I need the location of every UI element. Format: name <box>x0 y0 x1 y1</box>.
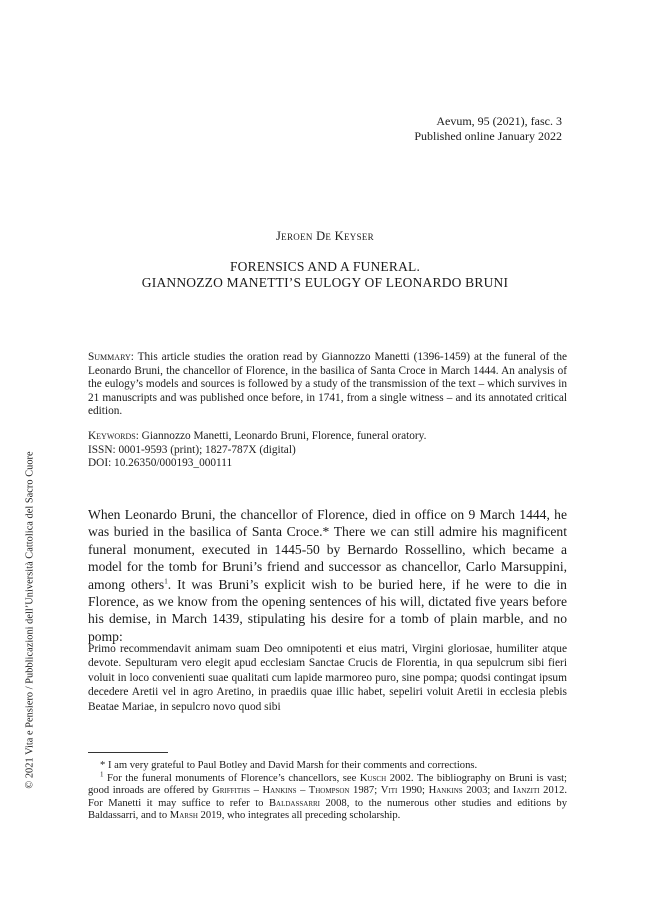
summary-abstract <box>88 351 567 419</box>
footnotes <box>88 760 567 823</box>
citation-baldassarri: Baldassarri <box>268 797 320 809</box>
footnote-1-text: 1990; <box>397 785 429 797</box>
footnote-1-text: 2003; and <box>462 785 513 797</box>
latin-quotation: Primo recommendavit animam suam Deo omnipotenti et eius matri, Virgini gloriosae, humiliter atque devote. Sepulturam vero elegit apud ecclesiam Sanctae Crucis de Florentia, in qua sepulcrum sibi fieri voluit in loco convenienti suae qualitati cum lapide marmoreo puro, sine pompa; quodsi contingat ipsum decedere Aretii vel in agro Aretino, in praediis quae illic habet, sepeliri voluit Aretii in ecclesia plebis Beatae Mariae, in sepulcro novo quod sibi <box>88 643 567 713</box>
body-text-part-1: When Leonardo Bruni, the chancellor of Florence, died in office on 9 March 1444, he was buried in the basilica of Santa Croce.* There we can still admire his magnificent funeral monument, executed in 1445-50 by Bernardo Rossellino, which became a model for the tomb for Bruni’s friend and successor as chancellor, Carlo Marsuppini, among others <box>88 507 567 592</box>
citation-kusch: Kusch <box>359 772 387 784</box>
footnote-1-number: 1 <box>100 770 104 779</box>
issn-line: ISSN: 0001-9593 (print); 1827-787X (digital) <box>88 443 296 456</box>
footnote-1-text: 2019, who integrates all preceding scholarship. <box>197 810 401 822</box>
footnote-1 <box>88 770 568 823</box>
author-name: Jeroen De Keyser <box>276 229 374 243</box>
doi-line[interactable]: DOI: 10.26350/000193_000111 <box>88 457 233 469</box>
side-copyright: © 2021 Vita e Pensiero / Pubblicazioni dell’Università Cattolica del Sacro Cuore <box>24 451 36 789</box>
body-paragraph <box>88 506 567 645</box>
body-text-part-2: . It was Bruni’s explicit wish to be buried here, if he were to die in Florence, as we know from the opening sentences of his will, dictated five years before his demise, in March 1439, stipulating his desire for a tomb of plain marble, and no pomp: <box>88 576 567 644</box>
keywords-text: Giannozzo Manetti, Leonardo Bruni, Florence, funeral oratory. <box>138 430 427 442</box>
citation-viti: Viti <box>380 785 398 797</box>
keywords-block <box>88 430 567 471</box>
citation-marsh: Marsh <box>169 810 198 822</box>
journal-issue: Aevum, 95 (2021), fasc. 3 <box>436 114 562 128</box>
keywords-line <box>88 430 567 444</box>
footnote-1-text: 2002. The bibliography on Bruni is vast; good inroads are offered by <box>88 772 567 797</box>
title-line-1: FORENSICS AND A FUNERAL. <box>229 259 421 274</box>
keywords-label: Keywords: <box>88 430 139 442</box>
footnote-1-text: 2012. For Manetti it may suffice to refer to <box>88 785 568 809</box>
summary-label: Summary: <box>88 351 134 363</box>
footnote-star: * I am very grateful to Paul Botley and David Marsh for their comments and corrections. <box>100 760 478 771</box>
citation-griffiths: Griffiths – Hankins – Thompson <box>212 785 350 797</box>
article-title <box>0 259 650 291</box>
footnote-ref-1[interactable]: 1 <box>164 577 168 586</box>
citation-ianziti: Ianziti <box>512 785 540 797</box>
footnote-divider <box>88 752 168 753</box>
footnote-1-text: 2008, to the numerous other studies and editions by Baldassarri, and to <box>88 797 567 822</box>
footnote-1-text: For the funeral monuments of Florence’s chancellors, see <box>103 772 360 784</box>
journal-info <box>414 114 562 144</box>
publication-date: Published online January 2022 <box>414 129 562 143</box>
title-line-2: GIANNOZZO MANETTI’S EULOGY OF LEONARDO BRUNI <box>141 275 509 290</box>
citation-hankins: Hankins <box>428 785 463 797</box>
summary-text: This article studies the oration read by Giannozzo Manetti (1396-1459) at the funeral of the Leonardo Bruni, the chancellor of Florence, in the basilica of Santa Croce in March 1444. An analysis of the eulogy’s models and sources is followed by a study of the transmission of the text – which survives in 21 manuscripts and was published once before, in 1741, from a single witness – and its annotated critical edition. <box>88 351 567 417</box>
footnote-1-text: 1987; <box>349 785 381 797</box>
